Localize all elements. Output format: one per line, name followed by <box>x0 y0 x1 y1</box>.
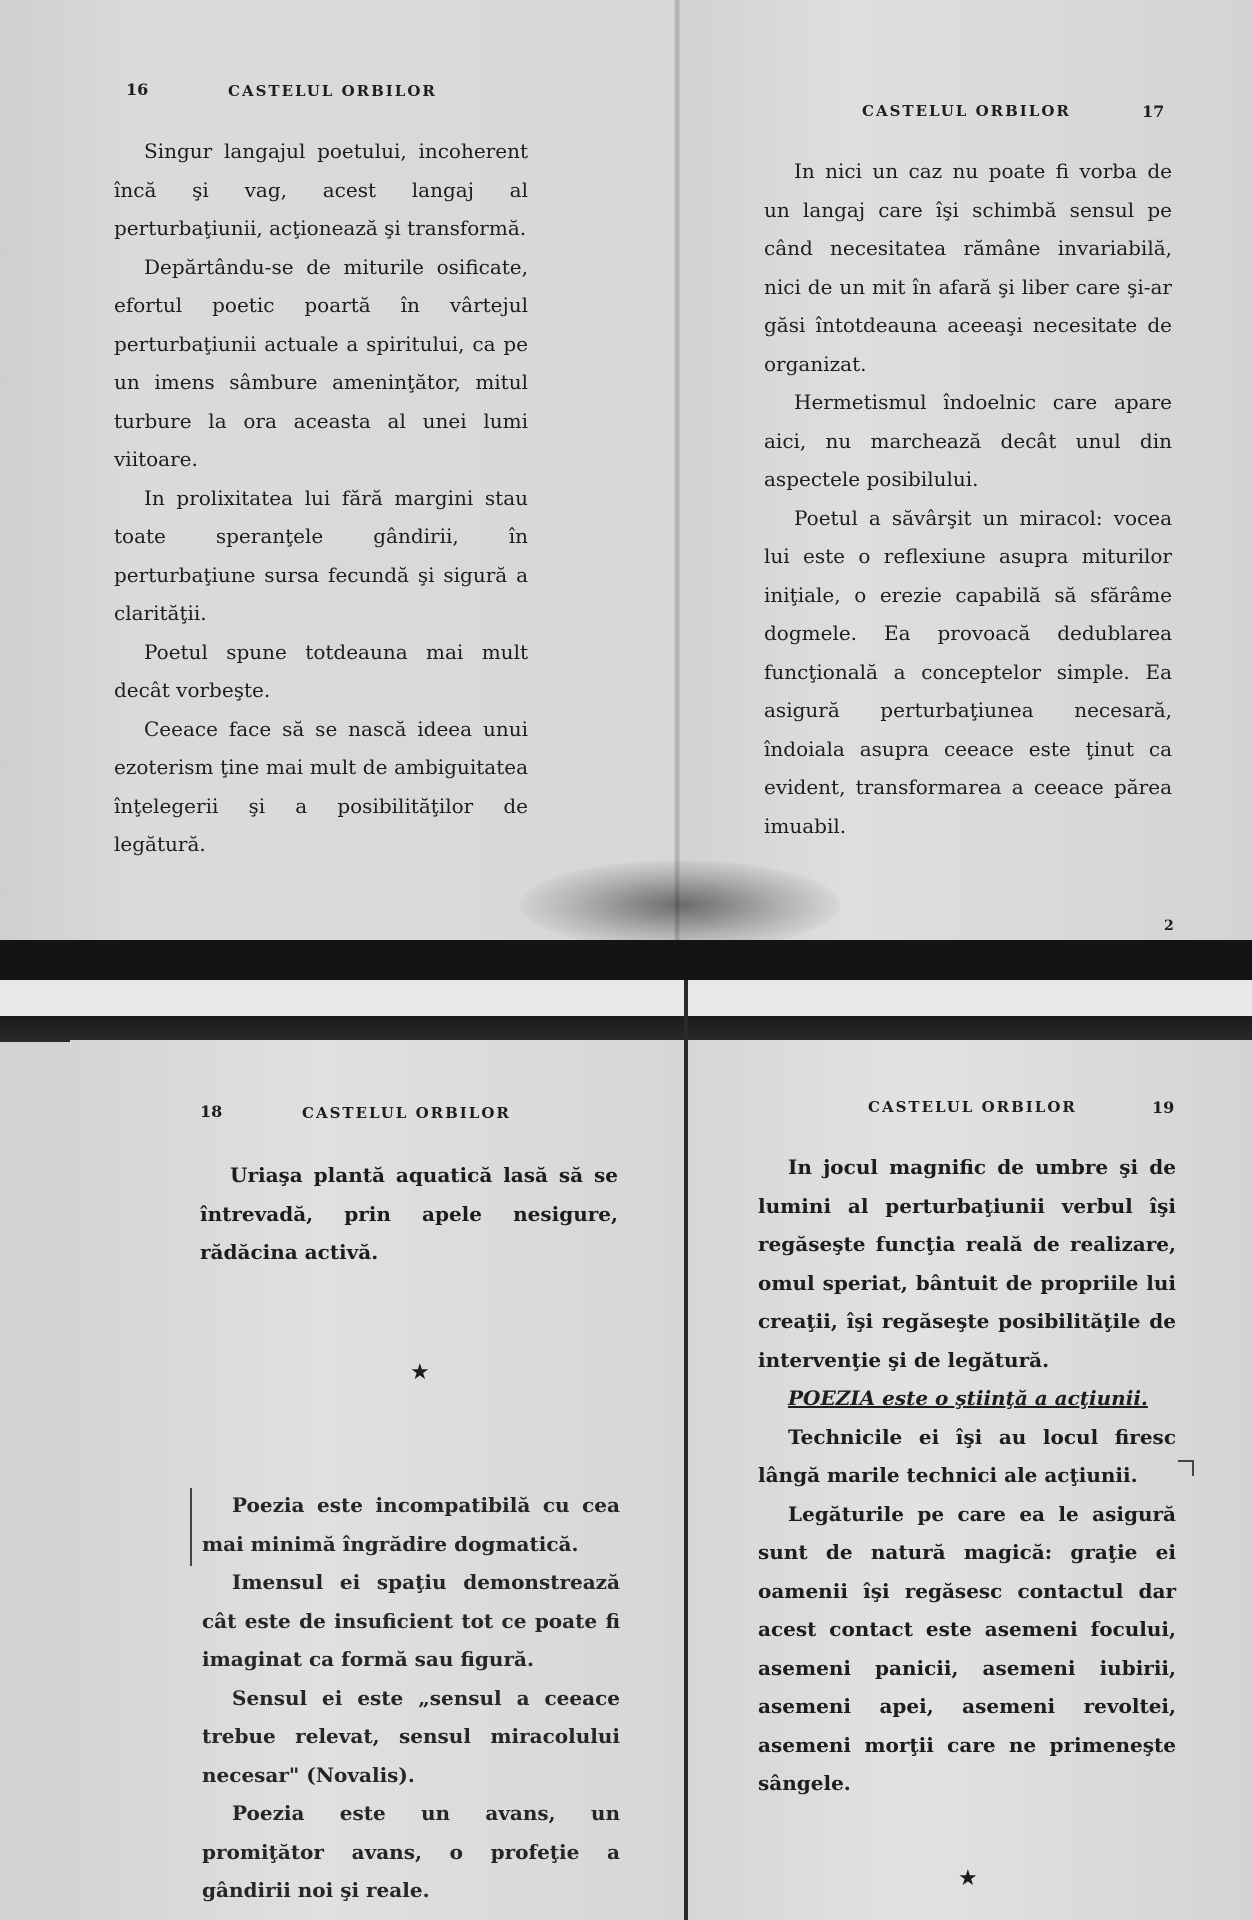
page-16 <box>0 0 676 940</box>
page-text <box>764 152 1172 845</box>
section-separator: ★ <box>958 1866 978 1891</box>
page-17 <box>676 0 1252 940</box>
paragraph: Imensul ei spaţiu demonstrează cât este de insuficient tot ce poate fi imaginat ca formă sau figură. <box>202 1570 620 1671</box>
page-text-top <box>200 1156 618 1272</box>
paragraph: In prolixitatea lui fără margini stau toate speranţele gândirii, în perturbaţiune sursa fecundă şi sigură a clarităţii. <box>114 485 528 625</box>
paragraph: In jocul magnific de umbre şi de lumini al perturbaţiunii verbul îşi regăseşte funcţia reală de realizare, omul speriat, bântuit de propriile lui creaţii, îşi regăseşte posibilităţile de intervenţie şi de legătură. <box>758 1155 1176 1372</box>
page-19 <box>688 1040 1252 1920</box>
page-text-bottom <box>202 1486 620 1910</box>
corner-mark: 2 <box>1164 918 1174 934</box>
ink-smudge <box>520 860 840 950</box>
paragraph: Poetul a săvârşit un miracol: vocea lui este o reflexiune asupra miturilor iniţiale, o erezie capabilă să sfărâme dogmele. Ea provoacă dedublarea funcţională a conceptelor simple. Ea asigură perturbaţiunea necesară, îndoiala asupra ceeace este ţinut ca evident, transformarea a ceeace părea imuabil. <box>764 505 1172 838</box>
page-number: 17 <box>1142 102 1165 121</box>
running-header: CASTELUL ORBILOR <box>228 82 437 100</box>
book-gutter <box>674 0 680 940</box>
page-number: 16 <box>126 80 149 99</box>
margin-mark <box>1178 1460 1194 1476</box>
paragraph: Sensul ei este „sensul a ceeace trebue relevat, sensul miracolului necesar" (Novalis). <box>202 1685 620 1787</box>
page-text <box>758 1148 1176 1803</box>
left-margin <box>0 1000 70 1920</box>
paragraph: Depărtându-se de miturile osificate, efortul poetic poartă în vârtejul perturbaţiunii actuale a spiritului, ca pe un imens sâmbure ameninţător, mitul turbure la ora aceasta al unei lumi viitoare. <box>114 254 528 471</box>
paragraph: In nici un caz nu poate fi vorba de un langaj care îşi schimbă sensul pe când necesitatea rămâne invariabilă, nici de un mit în afară şi liber care şi-ar găsi întotdeauna aceeaşi necesitate de organizat. <box>764 159 1172 376</box>
paragraph: Poezia este un avans, un promiţător avans, o profeţie a gândirii noi şi reale. <box>202 1801 620 1902</box>
scan-divider-band <box>0 940 1252 980</box>
page-number: 19 <box>1152 1098 1175 1117</box>
paragraph: Legăturile pe care ea le asigură sunt de natură magică: graţie ei oamenii îşi regăsesc contactul dar acest contact este asemeni focului, asemeni panicii, asemeni iubirii, asemeni apei, asemeni revoltei, asemeni morţii care ne primeneşte sângele. <box>758 1501 1176 1795</box>
paragraph: Hermetismul îndoelnic care apare aici, nu marchează decât unul din aspectele posibilului. <box>764 390 1172 491</box>
paragraph: Uriaşa plantă aquatică lasă să se întrevadă, prin apele nesigure, rădăcina activă. <box>200 1163 618 1264</box>
paragraph: Ceeace face să se nască ideea unui ezoterism ţine mai mult de ambiguitatea înţelegerii şi a posibilităţilor de legătură. <box>114 716 528 856</box>
blank-strip <box>0 980 684 1016</box>
paragraph: Poezia este incompatibilă cu cea mai minimă îngrădire dogmatică. <box>202 1493 620 1556</box>
scan-divider-band <box>0 1016 1252 1042</box>
running-header: CASTELUL ORBILOR <box>868 1098 1077 1116</box>
paragraph: Technicile ei îşi au locul firesc lângă marile technici ale acţiunii. <box>758 1424 1176 1487</box>
margin-bracket <box>190 1488 192 1566</box>
page-18 <box>70 1040 684 1920</box>
paragraph: Poetul spune totdeauna mai mult decât vorbeşte. <box>114 639 528 702</box>
page-text <box>114 132 528 864</box>
running-header: CASTELUL ORBILOR <box>862 102 1071 120</box>
paragraph: POEZIA este o ştiinţă a acţiunii. <box>788 1386 1148 1410</box>
running-header: CASTELUL ORBILOR <box>302 1104 511 1122</box>
blank-strip <box>688 980 1252 1016</box>
section-separator: ★ <box>410 1360 430 1385</box>
page-number: 18 <box>200 1102 223 1121</box>
paragraph: Singur langajul poetului, incoherent încă şi vag, acest langaj al perturbaţiunii, acţionează şi transformă. <box>114 139 528 240</box>
